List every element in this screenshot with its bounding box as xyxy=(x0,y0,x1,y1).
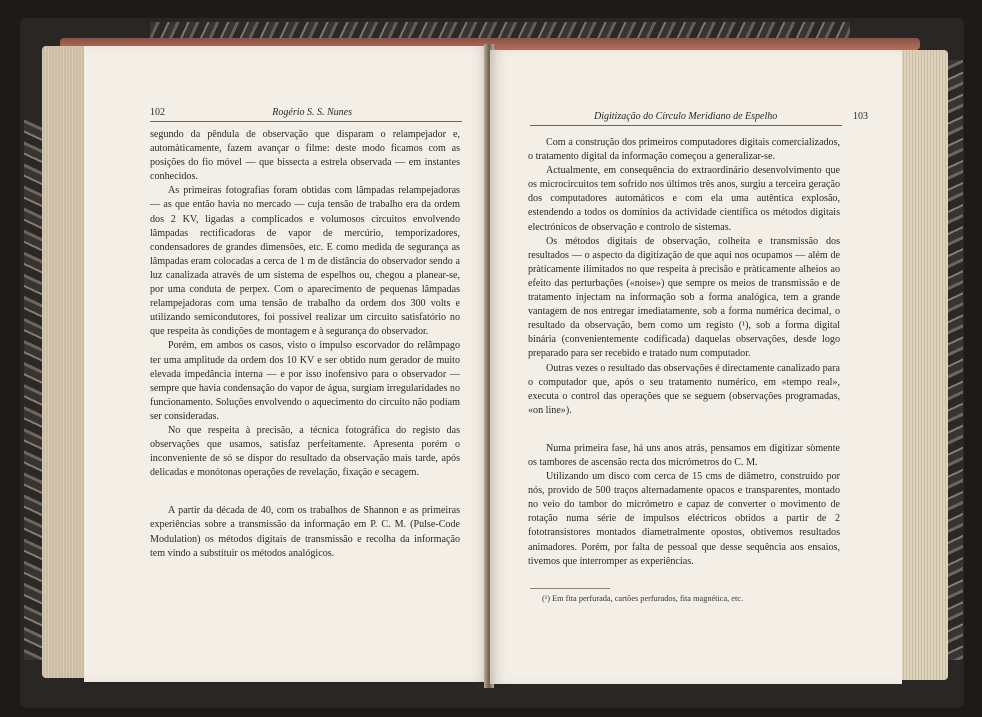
footnote-rule xyxy=(530,588,610,589)
paragraph: A partir da década de 40, com os trabalhos de Shannon e as primeiras experiências sobre a transmissão da informação em P. C. M. (Pulse-Code Modulation) os métodos digitais de transmissão e recolha da informação tem vindo a substituir os métodos analógicos. xyxy=(150,505,460,559)
paragraph: Porém, em ambos os casos, visto o impulso escorvador do relâmpago ter uma amplitude da ordem dos 10 KV e ser obtido num gerador de muito elevada impedância interna — e por isso inofensivo para o observador — sempre que havia condensação do vapor de água, surgiam irregularidades no funcionamento. Soluções envolvendo o aquecimento do circuito não podiam ser consideradas. xyxy=(150,340,460,422)
paragraph: Utilizando um disco com cerca de 15 cms de diâmetro, construido por nós, provido de 500 traços alternadamente opacos e transparentes, montado no veio do tambor do micrómetro e capaz de converter o movimento de rotação numa série de impulsos eléctricos obtidos a partir de 2 fototransistores montados diametralmente opostos, obtivemos resultados animadores. Porém, por falta de pessoal que desse sequência aos ensaios, tivemos que interromper as experiências. xyxy=(528,471,840,567)
left-page-body xyxy=(150,128,460,561)
page-edges-right xyxy=(900,50,948,680)
paragraph: Os métodos digitais de observação, colheita e transmissão dos resultados — o aspecto da digitização de que aqui nos ocupamos — além de pràticamente ilimitados no que respeita à precisão e pràticamente alheios ao efeito das perturbações («noise») que sempre os meios de transmissão e de tratamento injectam na informação sob a forma analógica, tem a grande vantagem de nos entregar imediatamente, sob a forma numérica decimal, o resultado da observação, bem como um registo (¹), sob a forma digital binária (convenientemente codificada) daquelas observações, desde logo preparado para ser recebido e tratado num computador. xyxy=(528,235,840,360)
running-head: Digitização do Círculo Meridiano de Espelho xyxy=(594,111,778,122)
paragraph: As primeiras fotografias foram obtidas com lâmpadas relampejadoras — as que então havia no mercado — cuja tensão de trabalho era da ordem dos 2 KV, ligadas a complicados e volumosos circuitos envolvendo lâmpadas rectificadoras de vapor de mercúrio, temporizadores, condensadores de grandes dimensões, etc. E como medida de segurança as lâmpadas eram colocadas a cerca de 1 m de distância do observador sendo a luz canalizada através de um sistema de espelhos ou, chegou a planear-se, por uma conduta de perpex. Com o aparecimento de pequenas lâmpadas relampejadoras com uma tensão de trabalho da ordem dos 300 volts e utilizando semicondutores, foi possível realizar um circuito satisfatório no que respeita às condições de montagem e à segurança do observador. xyxy=(150,185,460,338)
paragraph: Com a construção dos primeiros computadores digitais comercializados, o tratamento digital da informação começou a generalizar-se. xyxy=(528,137,840,163)
left-page xyxy=(84,46,488,682)
footnote: (¹) Em fita perfurada, cartões perfurados, fita magnética, etc. xyxy=(542,594,744,603)
right-page-header xyxy=(530,106,868,126)
right-page xyxy=(490,50,902,684)
page-number: 103 xyxy=(853,111,868,122)
right-page-body xyxy=(528,136,840,569)
running-head: Rogério S. S. Nunes xyxy=(272,107,352,118)
paragraph: No que respeita à precisão, a técnica fotográfica do registo das observações que usamos, satisfaz perfeitamente. Apresenta porém o inconveniente de só se dispor do resultado da observação mais tarde, após delicadas e monótonas operações de revelação, fixação e secagem. xyxy=(150,424,460,479)
left-page-header xyxy=(150,102,462,122)
page-number: 102 xyxy=(150,107,165,118)
page-edges-left xyxy=(42,46,88,678)
paragraph: Outras vezes o resultado das observações é directamente canalizado para o computador que, após o seu tratamento numérico, em «tempo real», executa o control das operações que se seguem (observações programadas, «on line»). xyxy=(528,362,840,416)
paragraph: Numa primeira fase, há uns anos atrás, pensamos em digitizar sòmente os tambores de ascensão recta dos micrómetros do C. M. xyxy=(528,442,840,468)
paragraph: Actualmente, em consequência do extraordinário desenvolvimento que os microcircuitos tem sofrido nos últimos três anos, surgiu a terceira geração dos computadores automáticos e com ela uma autêntica explosão, estendendo a todos os domínios da actividade científica os métodos digitais electrónicos de observação e controlo de sistemas. xyxy=(528,165,840,233)
paragraph: segundo da pêndula de observação que disparam o relampejador e, automàticamente, fazem avançar o filme: deste modo ficamos com as posições do fio móvel — que bissecta a estrela observada — em instantes conhecidos. xyxy=(150,129,460,183)
